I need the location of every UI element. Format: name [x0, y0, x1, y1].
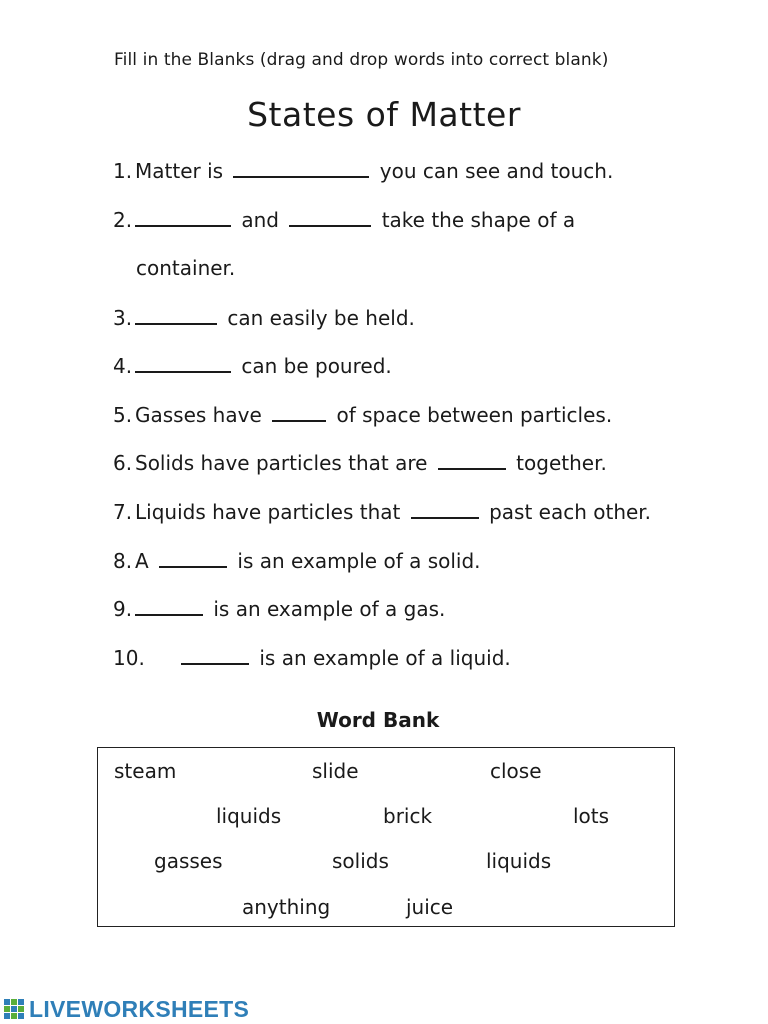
- question-text: past each other.: [482, 500, 652, 524]
- question-3: [113, 305, 415, 330]
- question-text: together.: [509, 451, 607, 475]
- question-6: [113, 450, 607, 475]
- answer-blank-4[interactable]: [135, 353, 231, 373]
- answer-blank-6[interactable]: [438, 450, 506, 470]
- question-text: and: [235, 208, 286, 232]
- brand-name: LIVEWORKSHEETS: [29, 996, 250, 1022]
- answer-blank-2b[interactable]: [289, 207, 371, 227]
- question-number: 5.: [113, 403, 133, 427]
- page-title: States of Matter: [247, 95, 521, 134]
- answer-blank-2a[interactable]: [135, 207, 231, 227]
- question-number: 2.: [113, 208, 133, 232]
- question-9: [113, 596, 445, 621]
- question-text: is an example of a gas.: [207, 597, 446, 621]
- word-bank-word-anything[interactable]: anything: [242, 895, 331, 919]
- answer-blank-7[interactable]: [411, 499, 479, 519]
- question-text: Matter is: [135, 159, 230, 183]
- answer-blank-1[interactable]: [233, 158, 369, 178]
- question-2-continuation: container.: [136, 256, 236, 280]
- question-text: is an example of a liquid.: [253, 646, 511, 670]
- word-bank-title: Word Bank: [316, 708, 440, 732]
- word-bank-word-close[interactable]: close: [490, 759, 542, 783]
- instructions-text: Fill in the Blanks (drag and drop words into correct blank): [114, 50, 609, 70]
- question-10: [113, 645, 511, 670]
- question-text: you can see and touch.: [373, 159, 614, 183]
- word-bank-word-slide[interactable]: slide: [312, 759, 359, 783]
- question-8: [113, 548, 481, 573]
- question-number: 9.: [113, 597, 133, 621]
- question-text: take the shape of a: [375, 208, 576, 232]
- question-2: [113, 207, 575, 232]
- word-bank-word-brick[interactable]: brick: [383, 804, 433, 828]
- word-bank-word-lots[interactable]: lots: [573, 804, 610, 828]
- question-text: A: [135, 549, 156, 573]
- answer-blank-5[interactable]: [272, 402, 326, 422]
- word-bank-word-liquids[interactable]: liquids: [216, 804, 282, 828]
- question-text: can be poured.: [235, 354, 392, 378]
- question-text: Gasses have: [135, 403, 269, 427]
- question-number: 6.: [113, 451, 133, 475]
- question-number: 4.: [113, 354, 133, 378]
- answer-blank-8[interactable]: [159, 548, 227, 568]
- answer-blank-10[interactable]: [181, 645, 249, 665]
- question-number: 3.: [113, 306, 133, 330]
- liveworksheets-brand[interactable]: [4, 996, 249, 1023]
- question-4: [113, 353, 392, 378]
- word-bank-word-steam[interactable]: steam: [114, 759, 177, 783]
- answer-blank-9[interactable]: [135, 596, 203, 616]
- question-5: [113, 402, 612, 427]
- question-7: [113, 499, 651, 524]
- question-text: Solids have particles that are: [135, 451, 434, 475]
- question-number: 8.: [113, 549, 133, 573]
- word-bank-box: [97, 747, 675, 927]
- question-number: 1.: [113, 159, 133, 183]
- question-text: of space between particles.: [330, 403, 613, 427]
- answer-blank-3[interactable]: [135, 305, 217, 325]
- word-bank-word-juice[interactable]: juice: [406, 895, 454, 919]
- question-text: is an example of a solid.: [231, 549, 481, 573]
- word-bank-word-gasses[interactable]: gasses: [154, 849, 223, 873]
- question-number: 10.: [113, 646, 145, 670]
- word-bank-word-liquids-2[interactable]: liquids: [486, 849, 552, 873]
- question-text: Liquids have particles that: [135, 500, 407, 524]
- word-bank-word-solids[interactable]: solids: [332, 849, 389, 873]
- liveworksheets-logo-icon: [4, 999, 26, 1021]
- question-text: can easily be held.: [221, 306, 415, 330]
- question-1: [113, 158, 613, 183]
- question-number: 7.: [113, 500, 133, 524]
